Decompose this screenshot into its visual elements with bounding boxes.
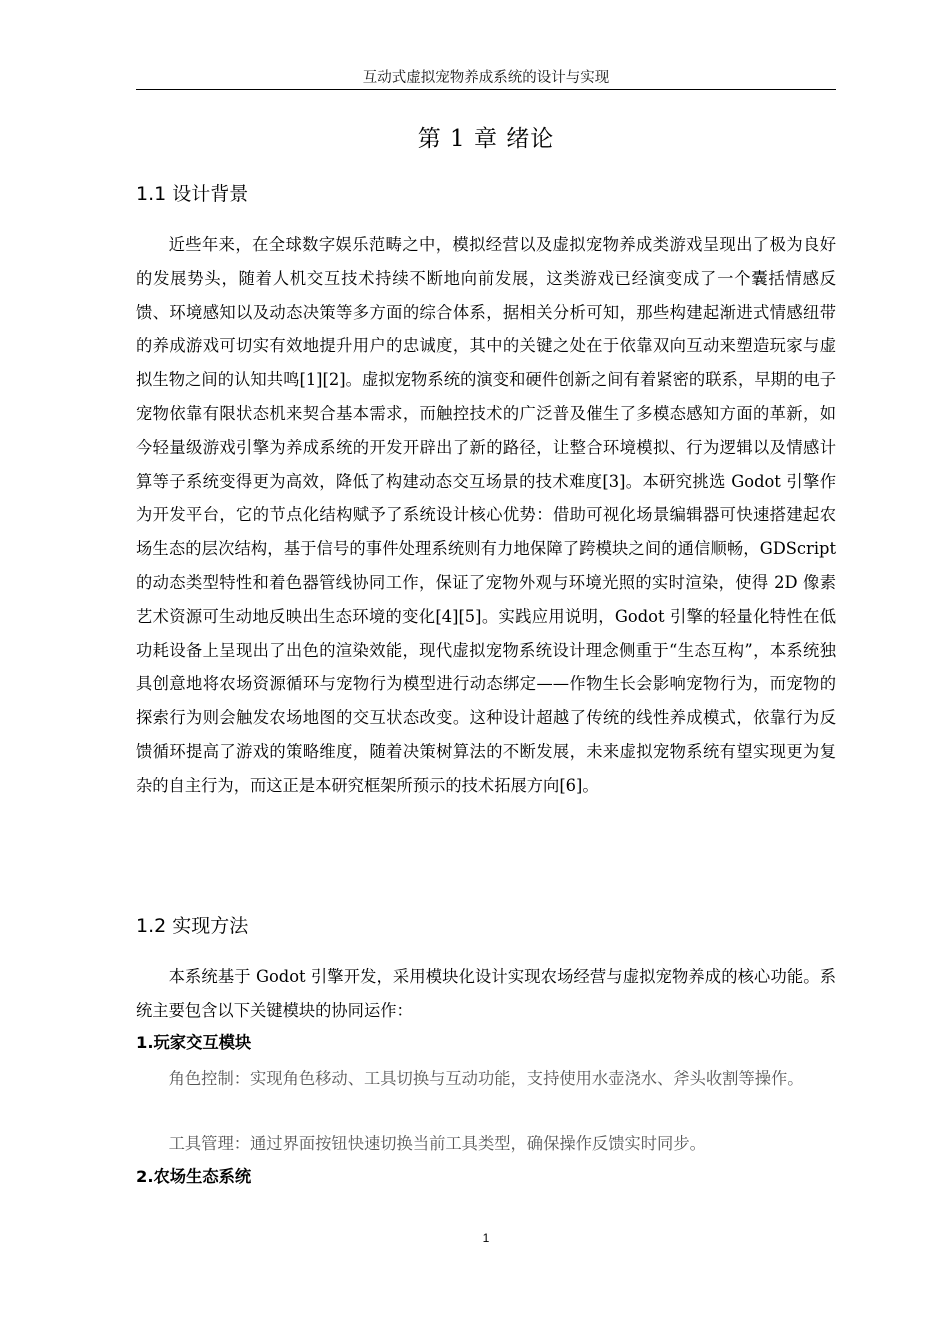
section-heading-1-1: 1.1 设计背景 xyxy=(136,183,249,205)
running-header: 互动式虚拟宠物养成系统的设计与实现 xyxy=(362,70,610,86)
page-number: 1 xyxy=(482,1231,490,1245)
module-1-item-role-control: 角色控制：实现角色移动、工具切换与互动功能，支持使用水壶浇水、斧头收割等操作。 xyxy=(168,1069,804,1088)
section-1-2-paragraph: 本系统基于 Godot 引擎开发，采用模块化设计实现农场经营与虚拟宠物养成的核心功能。系统主要包含以下关键模块的协同运作： xyxy=(136,967,836,1020)
module-1-item-tool-management: 工具管理：通过界面按钮快速切换当前工具类型，确保操作反馈实时同步。 xyxy=(168,1134,706,1153)
section-1-1-paragraph: 近些年来，在全球数字娱乐范畴之中，模拟经营以及虚拟宠物养成类游戏呈现出了极为良好的发展势头，随着人机交互技术持续不断地向前发展，这类游戏已经演变成了一个囊括情感反馈、环境感知以及动态决策等多方面的综合体系，据相关分析可知，那些构建起渐进式情感纽带的养成游戏可切实有效地提升用户的忠诚度，其中的关键之处在于依靠双向互动来塑造玩家与虚拟生物之间的认知共鸣[1][2]。虚拟宠物系统的演变和硬件创新之间有着紧密的联系，早期的电子宠物依靠有限状态机来契合基本需求，而触控技术的广泛普及催生了多模态感知方面的革新，如今轻量级游戏引擎为养成系统的开发开辟出了新的路径，让整合环境模拟、行为逻辑以及情感计算等子系统变得更为高效，降低了构建动态交互场景的技术难度[3]。本研究挑选 Godot 引擎作为开发平台，它的节点化结构赋予了系统设计核心优势：借助可视化场景编辑器可快速搭建起农场生态的层次结构，基于信号的事件处理系统则有力地保障了跨模块之间的通信顺畅，GDScript 的动态类型特性和着色器管线协同工作，保证了宠物外观与环境光照的实时渲染，使得 2D 像素艺术资源可生动地反映出生态环境的变化[4][5]。实践应用说明，Godot 引擎的轻量化特性在低功耗设备上呈现出了出色的渲染效能，现代虚拟宠物系统设计理念侧重于“生态互构”，本系统独具创意地将农场资源循环与宠物行为模型进行动态绑定——作物生长会影响宠物行为，而宠物的探索行为则会触发农场地图的交互状态改变。这种设计超越了传统的线性养成模式，依靠行为反馈循环提高了游戏的策略维度，随着决策树算法的不断发展，未来虚拟宠物系统有望实现更为复杂的自主行为，而这正是本研究框架所预示的技术拓展方向[6]。 xyxy=(136,235,836,795)
header-rule xyxy=(136,89,836,90)
module-1-title: 1.玩家交互模块 xyxy=(136,1033,252,1052)
module-2-title: 2.农场生态系统 xyxy=(136,1167,252,1186)
section-heading-1-2: 1.2 实现方法 xyxy=(136,915,249,937)
chapter-title: 第 1 章 绪论 xyxy=(417,126,555,152)
